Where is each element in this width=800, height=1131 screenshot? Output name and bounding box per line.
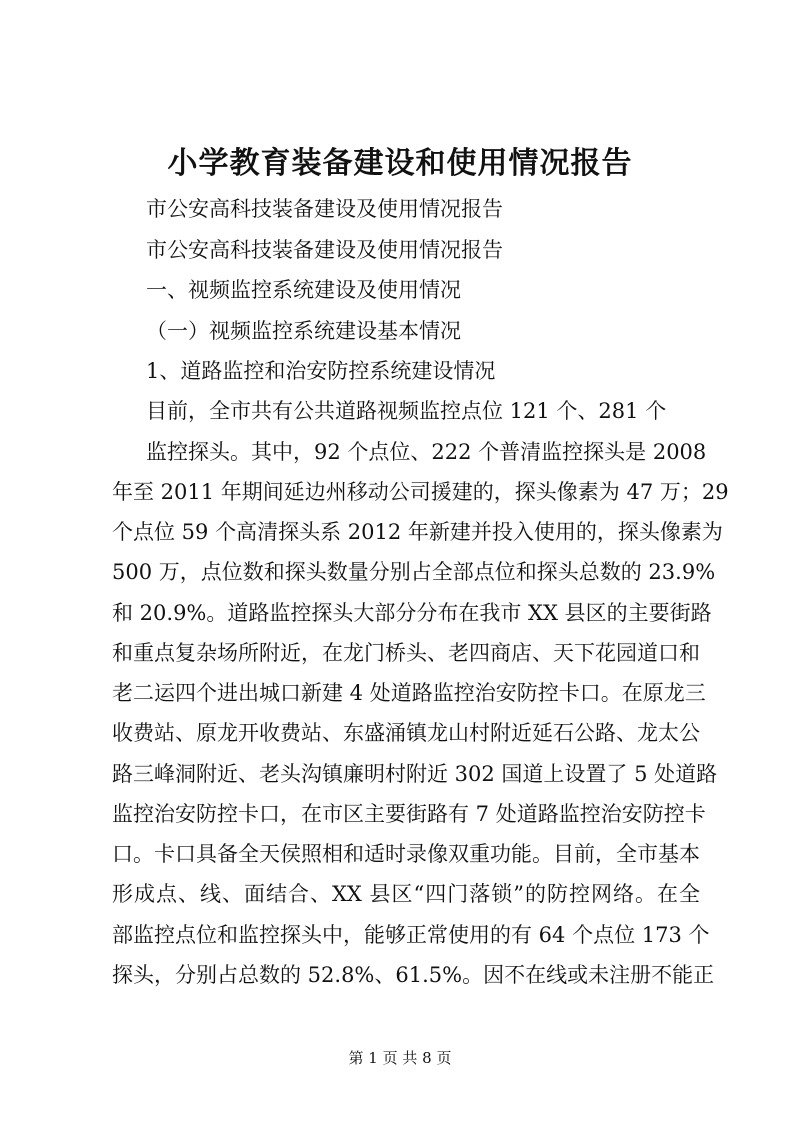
body-line: 和 20.9%。道路监控探头大部分分布在我市 XX 县区的主要街路	[112, 601, 712, 625]
body-line: 监控探头。其中，92 个点位、222 个普清监控探头是 2008	[146, 440, 707, 464]
body-line: 监控治安防控卡口，在市区主要街路有 7 处道路监控治安防控卡	[112, 802, 706, 826]
heading-line: 市公安高科技装备建设及使用情况报告	[146, 197, 503, 221]
body-line: 探头，分别占总数的 52.8%、61.5%。因不在线或未注册不能正	[112, 963, 715, 987]
body-line: 年至 2011 年期间延边州移动公司援建的，探头像素为 47 万；29	[112, 480, 729, 504]
body-line: 个点位 59 个高清探头系 2012 年新建并投入使用的，探头像素为	[112, 520, 723, 544]
body-line: 和重点复杂场所附近，在龙门桥头、老四商店、天下花园道口和	[112, 641, 700, 665]
body-line: 老二运四个进出城口新建 4 处道路监控治安防控卡口。在原龙三	[112, 681, 706, 705]
heading-line: 1、道路监控和治安防控系统建设情况	[146, 359, 496, 383]
body-line: 形成点、线、面结合、XX 县区“四门落锁”的防控网络。在全	[112, 882, 700, 906]
body-line: 500 万，点位数和探头数量分别占全部点位和探头总数的 23.9%	[112, 560, 716, 584]
heading-line: 一、视频监控系统建设及使用情况	[146, 278, 461, 302]
body-line: 路三峰洞附近、老头沟镇廉明村附近 302 国道上设置了 5 处道路	[112, 762, 718, 786]
body-line: 收费站、原龙开收费站、东盛涌镇龙山村附近延石公路、龙太公	[112, 721, 700, 745]
body-line: 部监控点位和监控探头中，能够正常使用的有 64 个点位 173 个	[112, 923, 710, 947]
body-line: 口。卡口具备全天侯照相和适时录像双重功能。目前，全市基本	[112, 842, 700, 866]
document-title: 小学教育装备建设和使用情况报告	[167, 146, 633, 181]
page-footer: 第 1 页 共 8 页	[348, 1049, 452, 1067]
heading-line: 市公安高科技装备建设及使用情况报告	[146, 238, 503, 262]
heading-line: （一）视频监控系统建设基本情况	[146, 319, 461, 343]
heading-line: 目前，全市共有公共道路视频监控点位 121 个、281 个	[146, 399, 667, 423]
